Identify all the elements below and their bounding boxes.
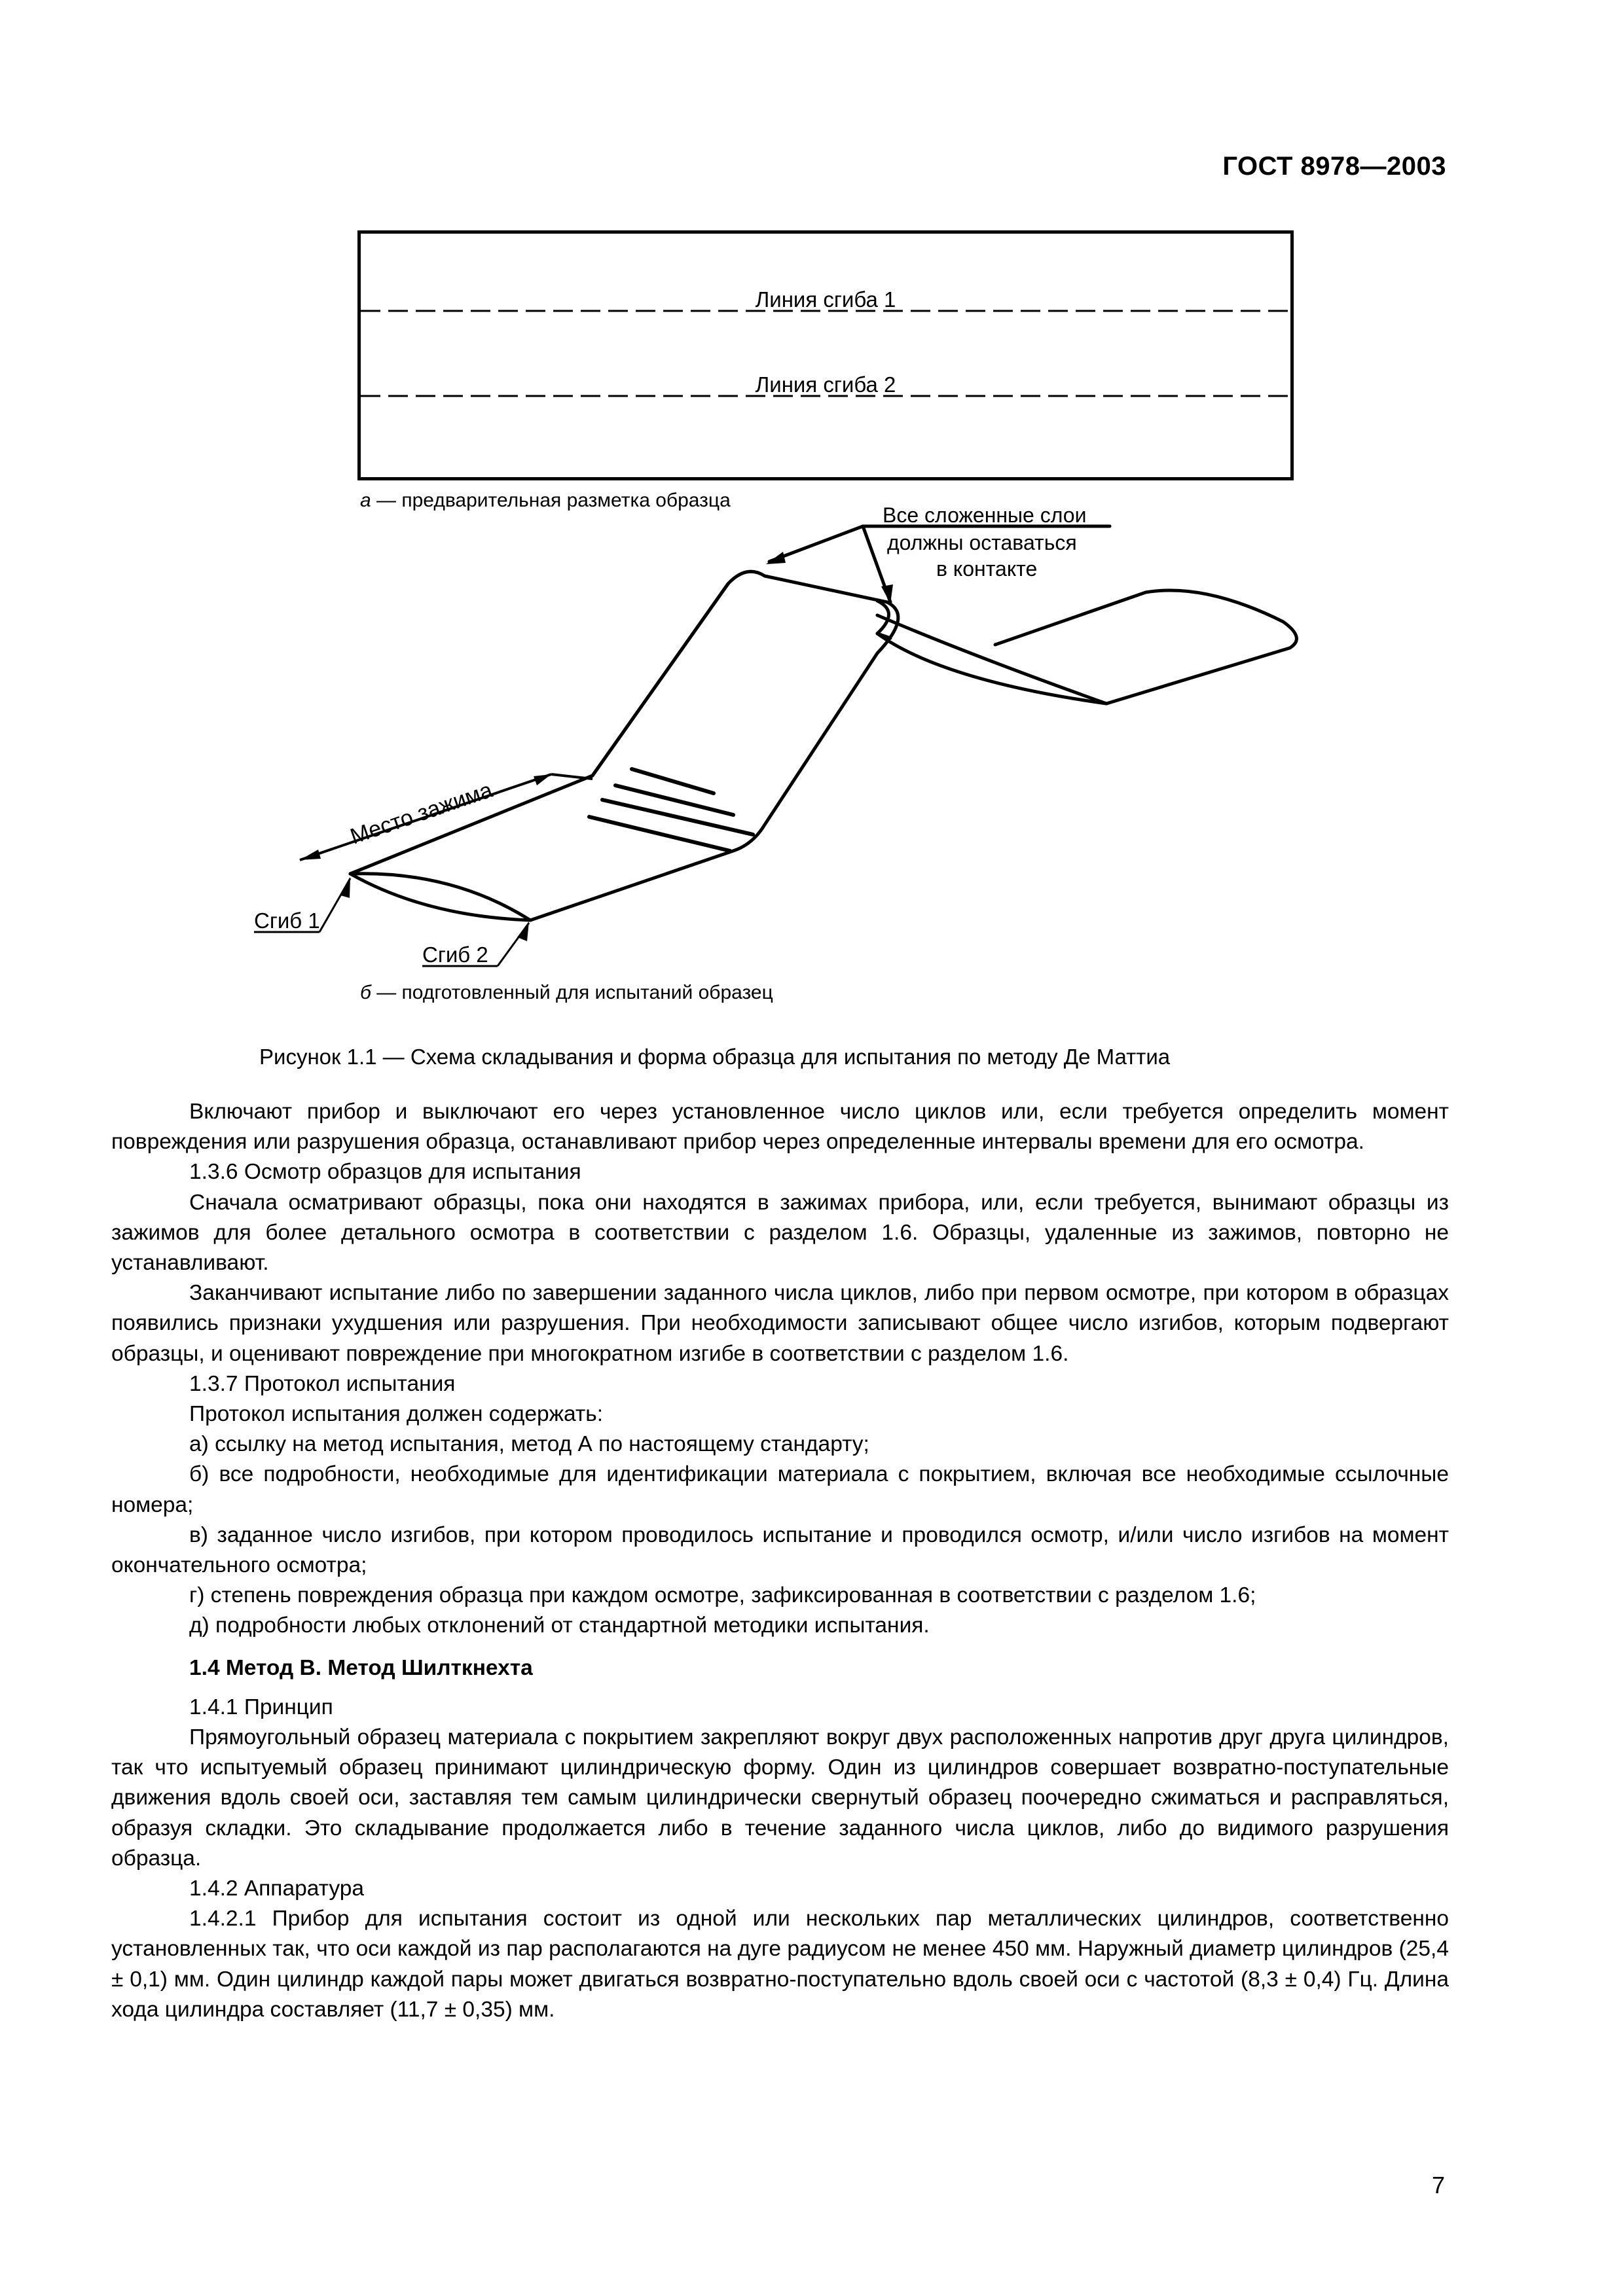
list-item: г) степень повреждения образца при каждом осмотре, зафиксированная в соответствии с разделом 1.6; <box>189 1583 1256 1608</box>
callout-line-1: Все сложенные слои <box>883 503 1087 527</box>
panel-a-caption: а — предварительная разметка образца <box>360 490 731 511</box>
section-heading-1-4-1: 1.4.1 Принцип <box>189 1695 333 1719</box>
section-heading-1-4-2: 1.4.2 Аппаратура <box>189 1876 364 1901</box>
list-item: д) подробности любых отклонений от стандартной методики испытания. <box>189 1613 930 1638</box>
folded-sample-diagram <box>0 0 1623 1021</box>
section-heading-1-3-7: 1.3.7 Протокол испытания <box>189 1371 456 1396</box>
fold-line-1-label: Линия сгиба 1 <box>755 287 896 312</box>
standard-code: ГОСТ 8978—2003 <box>1222 152 1446 181</box>
paragraph: Протокол испытания должен содержать: <box>189 1402 604 1427</box>
paragraph: Заканчивают испытание либо по завершении заданного числа циклов, либо при первом осмотре, при котором в образцах появились признаки ухудшения или разрушения. При необходимости записывают общее число изгибов, которым подвергают образцы, и оценивают повреждение при многократном изгибе в соответствии с разделом 1.6. <box>111 1281 1449 1366</box>
paragraph: Включают прибор и выключают его через установленное число циклов или, если требуется определить момент повреждения или разрушения образца, останавливают прибор через определенные интервалы времени для его осмотра. <box>111 1100 1449 1155</box>
panel-b-caption: б — подготовленный для испытаний образец <box>360 982 773 1003</box>
paragraph: Прямоугольный образец материала с покрытием закрепляют вокруг двух расположенных напротив друг друга цилиндров, так что испытуемый образец принимают цилиндрическую форму. Один из цилиндров совершает возвратно-поступательные движения вдоль своей оси, заставляя тем самым цилиндрически свернутый образец поочередно сжиматься и расправляться, образуя складки. Это складывание продолжается либо в течение заданного числа циклов, либо до видимого разрушения образца. <box>111 1725 1449 1871</box>
fold-1-label: Сгиб 1 <box>254 908 320 933</box>
callout-line-2: должны оставаться <box>887 531 1077 554</box>
clamp-label: Место зажима <box>347 777 496 850</box>
paragraph: 1.4.2.1 Прибор для испытания состоит из одной или нескольких пар металлических цилиндров, соответственно установленных так, что оси каждой из пар располагаются на дуге радиусом не менее 450 мм. Наружный диаметр цилиндров (25,4 ± 0,1) мм. Один цилиндр каждой пары может двигаться возвратно-поступательно вдоль своей оси с частотой (8,3 ± 0,4) Гц. Длина хода цилиндра составляет (11,7 ± 0,35) мм. <box>111 1907 1449 2022</box>
fold-line-2-label: Линия сгиба 2 <box>755 372 896 397</box>
section-heading-1-4: 1.4 Метод В. Метод Шилткнехта <box>189 1655 533 1680</box>
list-item: а) ссылку на метод испытания, метод А по настоящему стандарту; <box>189 1432 869 1457</box>
callout-line-3: в контакте <box>936 557 1038 581</box>
list-item: б) все подробности, необходимые для идентификации материала с покрытием, включая все необходимые ссылочные номера; <box>111 1462 1449 1517</box>
fold-2-label: Сгиб 2 <box>422 942 488 967</box>
paragraph: Сначала осматривают образцы, пока они находятся в зажимах прибора, или, если требуется, вынимают образцы из зажимов для более детального осмотра в соответствии с разделом 1.6. Образцы, удаленные из зажимов, повторно не устанавливают. <box>111 1190 1449 1276</box>
list-item: в) заданное число изгибов, при котором проводилось испытание и проводился осмотр, и/или число изгибов на момент окончательного осмотра; <box>111 1522 1449 1578</box>
figure-title: Рисунок 1.1 — Схема складывания и форма образца для испытания по методу Де Маттиа <box>259 1045 1171 1069</box>
section-heading-1-3-6: 1.3.6 Осмотр образцов для испытания <box>189 1160 581 1185</box>
body-text <box>111 1097 1449 2025</box>
page-number: 7 <box>1431 2172 1445 2198</box>
